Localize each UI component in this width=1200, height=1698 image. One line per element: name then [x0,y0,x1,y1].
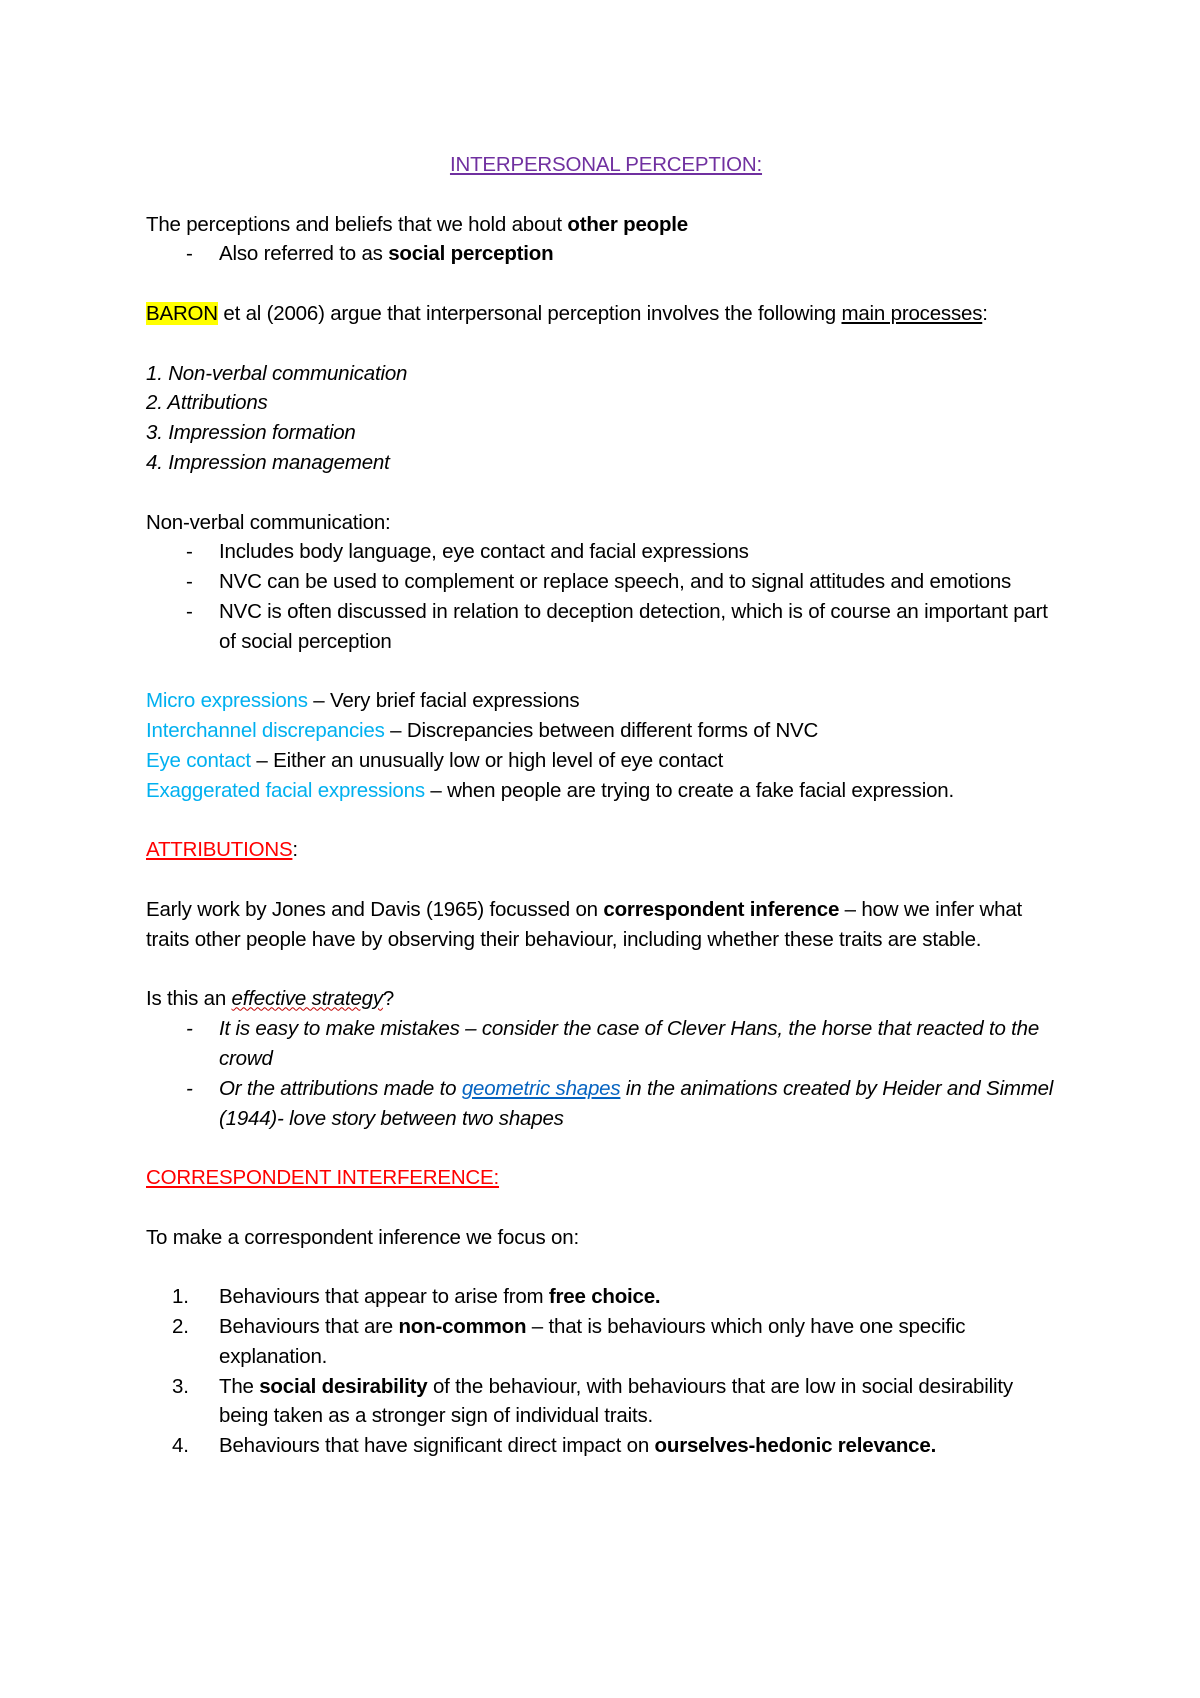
list-item: 4. Impression management [146,450,390,474]
item-number: 2. [172,1315,189,1339]
cue-definition: – when people are trying to create a fake facial expression. [424,778,954,802]
geometric-shapes-link[interactable]: geometric shapes [461,1076,621,1100]
spacer [146,955,1066,985]
item-number: 4. [172,1434,189,1458]
attributions-colon: : [292,838,298,862]
item-bold: ourselves-hedonic relevance. [654,1434,937,1458]
item-text: Behaviours that are [219,1315,399,1339]
document-page [146,150,1066,1461]
spacer [146,1193,1066,1223]
attributions-heading [146,835,1066,865]
cue-term: Eye contact [146,748,251,772]
strategy-list [146,1014,1066,1133]
item-bold: non-common [398,1315,527,1339]
list-item [146,1312,1066,1372]
baron-highlight: BARON [146,301,218,325]
correspondent-heading: CORRESPONDENT INTERFERENCE: [146,1166,500,1190]
cue-line [146,686,1066,716]
list-item: - It is easy to make mistakes – consider the case of Clever Hans, the horse that reacted to the crowd [146,1014,1066,1074]
item-text: – that is behaviours which only have one specific explanation. [219,1315,966,1368]
intro-bullet-bold: social perception [388,242,554,266]
cue-definition: – Very brief facial expressions [307,689,580,713]
deception-cues [146,686,1066,805]
item-text: The [219,1374,260,1398]
list-item: 1. Non-verbal communication [146,361,408,385]
strategy-question-mark: ? [382,987,395,1011]
attr-text: Early work by Jones and Davis (1965) focussed on [146,897,604,921]
spacer [146,865,1066,895]
intro-list [146,239,1066,269]
item-bold: free choice. [548,1285,661,1309]
list-item [146,239,1066,269]
baron-paragraph [146,299,1066,329]
cue-term: Micro expressions [146,689,308,713]
spacer [146,329,1066,359]
cue-definition: – Either an unusually low or high level of eye contact [250,748,724,772]
correspondent-list [146,1282,1066,1461]
list-item [146,1372,1066,1432]
cue-term: Interchannel discrepancies [146,719,385,743]
list-item: 2. Attributions [146,391,268,415]
strategy-emphasis: effective strategy [231,987,383,1011]
strategy-bullet-text: in the animations created by Heider and Simmel (1944)- love story between two shapes [219,1076,1054,1130]
page-title: INTERPERSONAL PERCEPTION: [449,153,763,176]
spacer [146,806,1066,836]
attributions-heading-text: ATTRIBUTIONS [146,838,293,862]
nvc-list [146,537,1066,656]
list-item: - Includes body language, eye contact and facial expressions [146,537,1066,567]
list-item [146,1282,1066,1312]
item-number: 1. [172,1285,189,1309]
cue-definition: – Discrepancies between different forms of NVC [384,719,819,743]
list-item [146,1074,1066,1134]
list-item: - NVC is often discussed in relation to deception detection, which is of course an important part of social perception [146,597,1066,657]
list-item: 3. Impression formation [146,421,356,445]
cue-line [146,776,1066,806]
item-number: 3. [172,1374,189,1398]
intro-bullet-text: Also referred to as [219,242,389,266]
correspondent-lead: To make a correspondent inference we focus on: [146,1225,579,1249]
attr-text: – how we infer what traits other people have by observing their behaviour, including whether these traits are stable. [146,897,1023,951]
attributions-paragraph [146,895,1066,955]
intro-paragraph [146,210,1066,240]
item-bold: social desirability [259,1374,428,1398]
spacer [146,269,1066,299]
baron-underlined: main processes [841,301,983,325]
item-text: Behaviours that appear to arise from [219,1285,549,1309]
intro-text: The perceptions and beliefs that we hold about [146,212,568,236]
strategy-question [146,984,1066,1014]
strategy-text: Is this an [146,987,232,1011]
spacer [146,180,1066,210]
nvc-heading: Non-verbal communication: [146,510,391,534]
attr-bold: correspondent inference [603,897,840,921]
intro-bold: other people [567,212,689,236]
spacer [146,478,1066,508]
spacer [146,1133,1066,1163]
list-item [146,1431,1066,1461]
strategy-bullet-text: Or the attributions made to [219,1076,462,1100]
process-list [146,359,1066,478]
spacer [146,657,1066,687]
spacer [146,1252,1066,1282]
cue-term: Exaggerated facial expressions [146,778,425,802]
list-item: - NVC can be used to complement or replace speech, and to signal attitudes and emotions [146,567,1066,597]
baron-text: et al (2006) argue that interpersonal perception involves the following [217,301,842,325]
cue-line [146,716,1066,746]
cue-line [146,746,1066,776]
item-text: of the behaviour, with behaviours that are low in social desirability being taken as a stronger sign of individual traits. [219,1374,1013,1428]
item-text: Behaviours that have significant direct impact on [219,1434,655,1458]
baron-colon: : [982,301,988,325]
